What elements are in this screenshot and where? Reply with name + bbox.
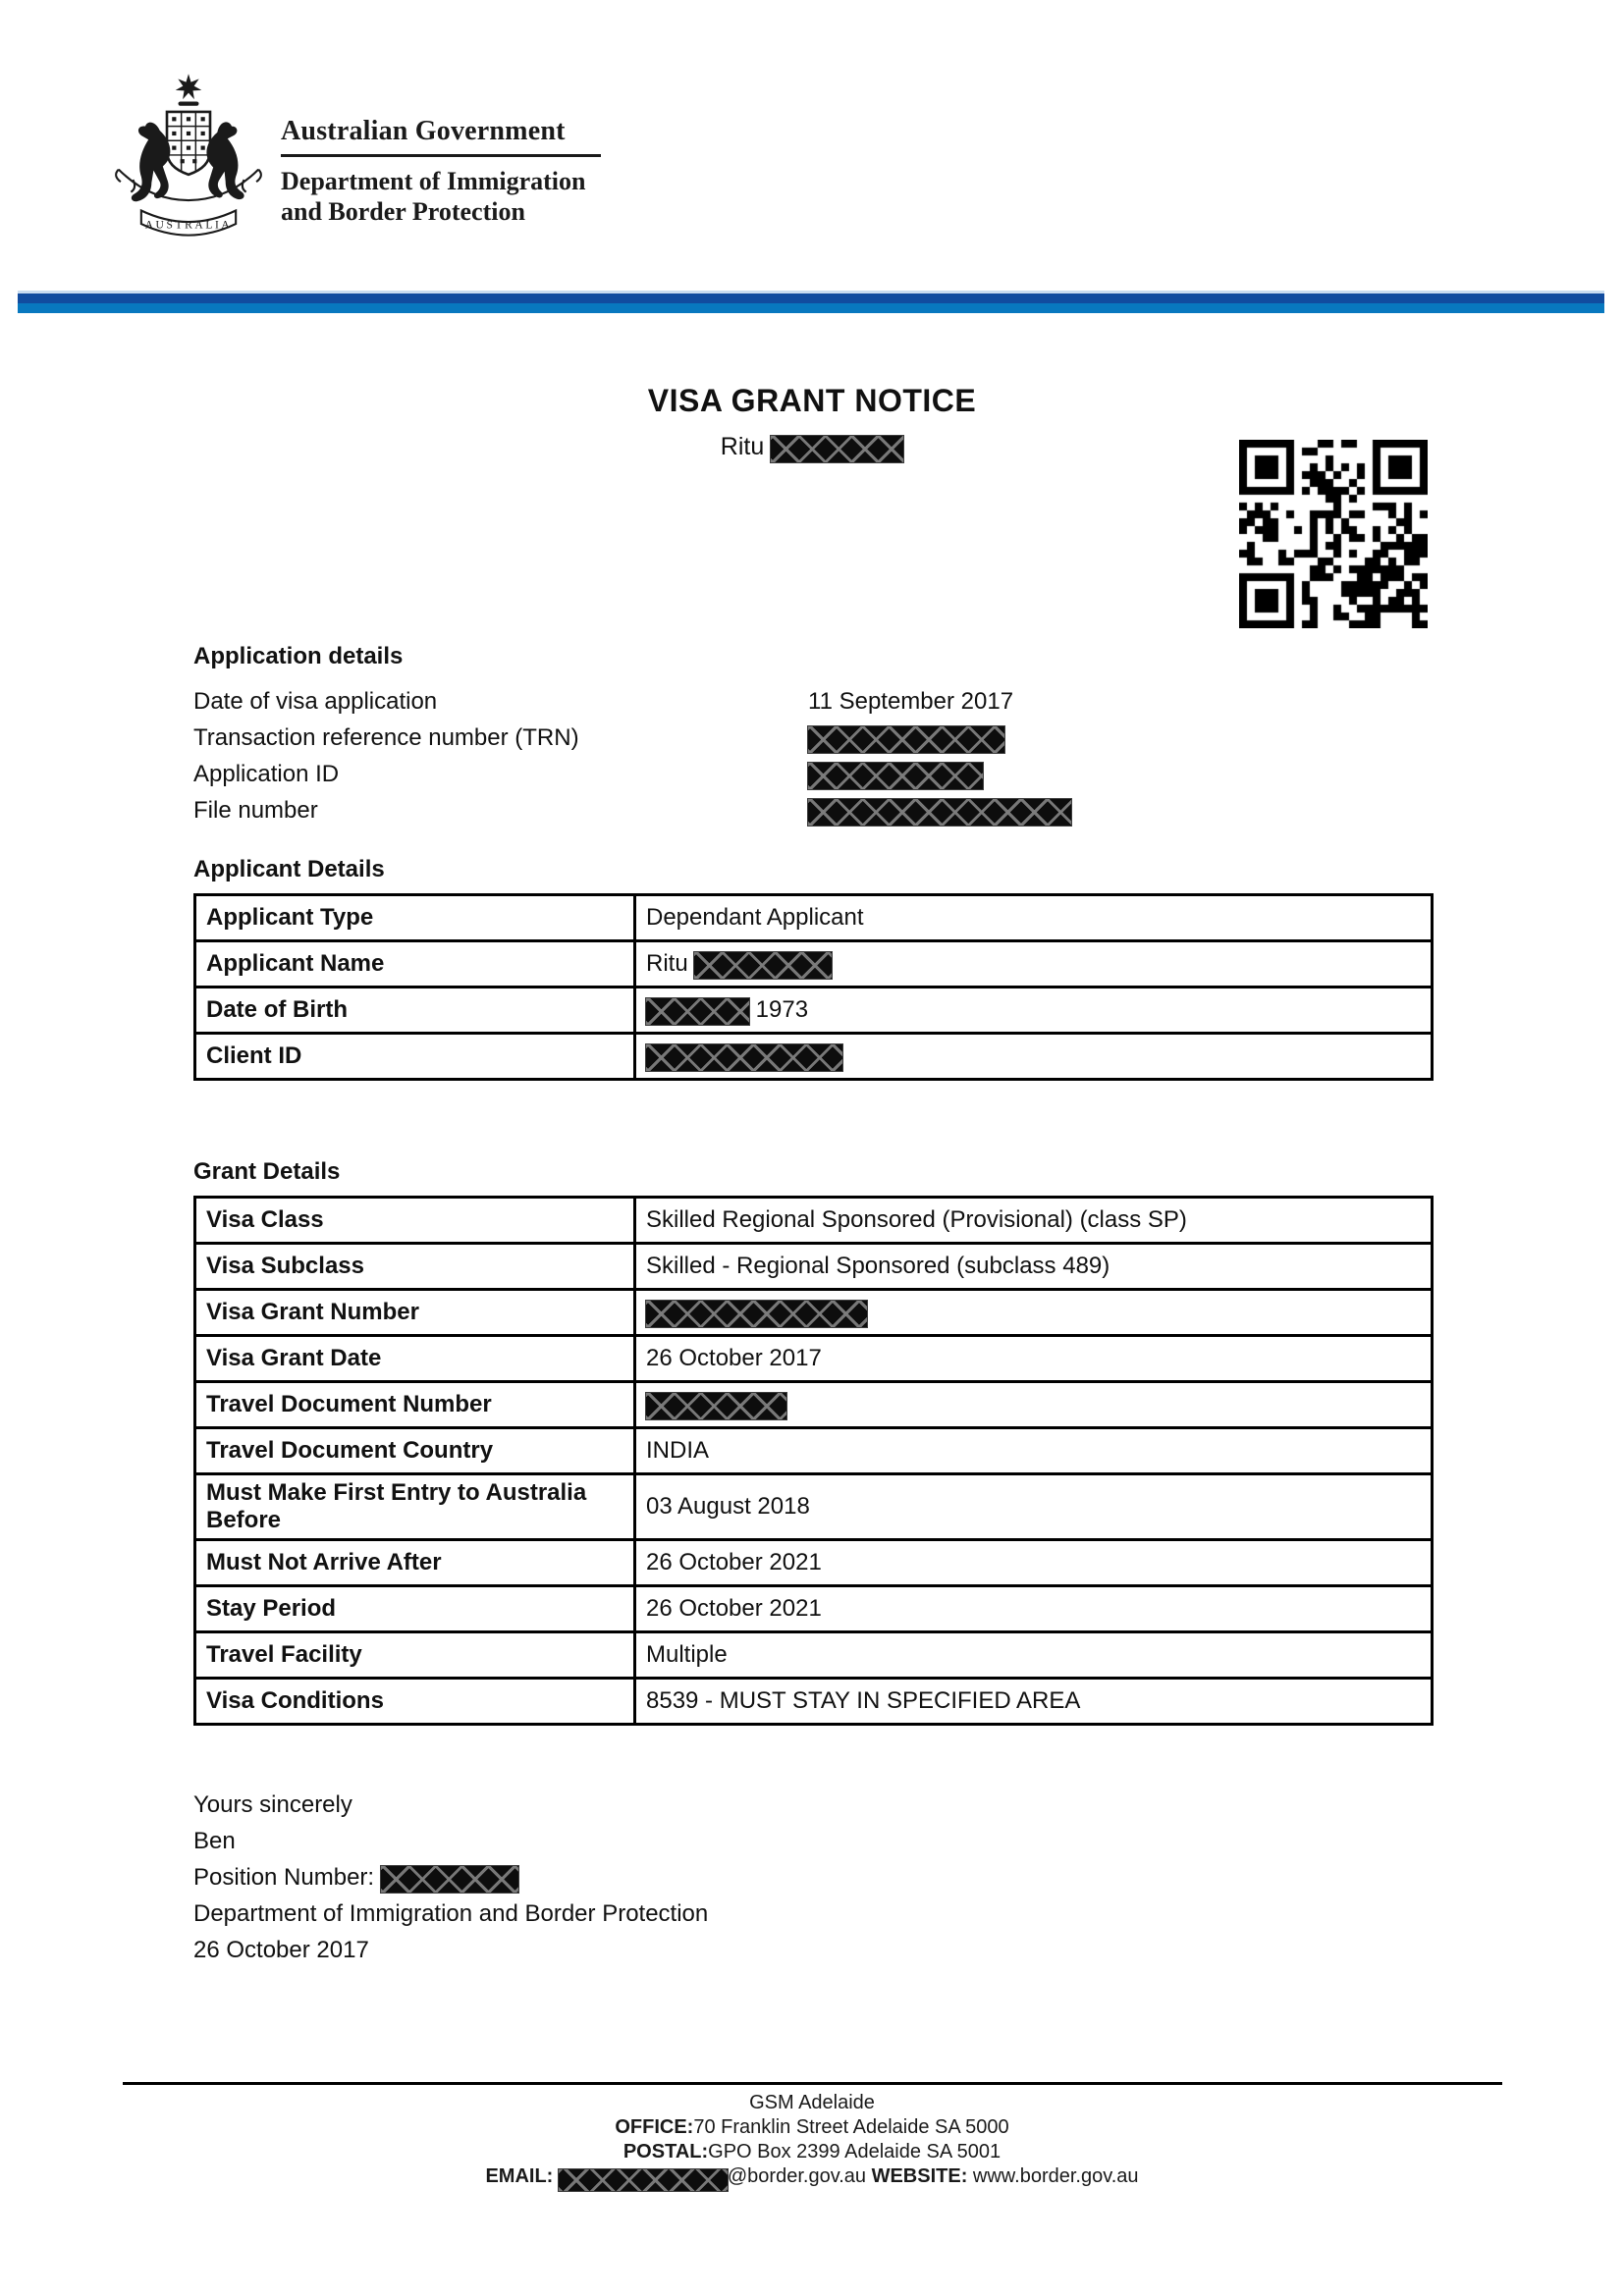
detail-row — [193, 720, 1431, 756]
footer-office-name: GSM Adelaide — [749, 2092, 875, 2113]
text-segment: 03 August 2018 — [646, 1493, 810, 1520]
table-value-cell — [635, 1428, 1433, 1474]
application-details-section — [193, 643, 1431, 828]
table-value-cell — [635, 1586, 1433, 1632]
department-line2: and Border Protection — [281, 197, 525, 226]
detail-label: Application ID — [193, 761, 340, 787]
divider-bar-dark — [18, 294, 1604, 303]
table-value-cell — [635, 1679, 1433, 1725]
table-label-cell: Travel Facility — [195, 1632, 635, 1679]
qr-code — [1239, 440, 1428, 628]
table-row — [195, 1632, 1433, 1679]
text-line — [193, 1787, 708, 1823]
text-line — [0, 2140, 1624, 2164]
table-row — [195, 1474, 1433, 1540]
table-value-cell — [635, 1198, 1433, 1244]
footer — [0, 2082, 1624, 2189]
table-label-cell: Visa Conditions — [195, 1679, 635, 1725]
text-segment: 1973 — [749, 996, 809, 1023]
text-line — [193, 1896, 708, 1932]
text-segment: Dependant Applicant — [646, 904, 864, 931]
text-segment: Ritu — [720, 433, 772, 460]
table-row — [195, 1382, 1433, 1428]
text-line — [193, 1859, 708, 1896]
wordmark-rule — [281, 154, 601, 157]
table-row — [195, 988, 1433, 1034]
table-label-cell: Date of Birth — [195, 988, 635, 1034]
text-segment: Skilled - Regional Sponsored (subclass 489) — [646, 1253, 1110, 1279]
table-label-cell: Must Make First Entry to Australia Before — [195, 1474, 635, 1540]
applicant-details-section — [193, 856, 1434, 1081]
text-segment: 26 October 2021 — [646, 1595, 822, 1622]
applicant-details-table — [193, 893, 1434, 1081]
text-segment: 8539 - MUST STAY IN SPECIFIED AREA — [646, 1687, 1081, 1714]
text-segment: Yours sincerely — [193, 1791, 352, 1818]
detail-label: Date of visa application — [193, 688, 438, 715]
text-segment: Ben — [193, 1828, 236, 1854]
text-line — [193, 1823, 708, 1859]
table-value-cell — [635, 1474, 1433, 1540]
table-row — [195, 1428, 1433, 1474]
text-segment: Skilled Regional Sponsored (Provisional) (class SP) — [646, 1206, 1187, 1233]
table-row — [195, 1540, 1433, 1586]
table-label-cell: Stay Period — [195, 1586, 635, 1632]
applicant-details-heading: Applicant Details — [193, 856, 385, 882]
text-line — [193, 1932, 708, 1968]
detail-value — [808, 792, 1431, 828]
table-label-cell: Applicant Type — [195, 895, 635, 941]
table-value-cell — [635, 1540, 1433, 1586]
table-value-cell — [635, 1290, 1433, 1336]
table-row — [195, 1034, 1433, 1080]
text-line — [0, 2164, 1624, 2189]
footer-text — [0, 2091, 1624, 2189]
redacted-value — [646, 1044, 842, 1071]
text-segment: Position Number: — [193, 1864, 381, 1891]
government-wordmark — [281, 116, 601, 227]
table-value-cell — [635, 1336, 1433, 1382]
department-line1: Department of Immigration — [281, 167, 586, 195]
redacted-value — [646, 1393, 786, 1419]
table-label-cell: Visa Grant Number — [195, 1290, 635, 1336]
table-label-cell: Travel Document Number — [195, 1382, 635, 1428]
table-label-cell: Visa Class — [195, 1198, 635, 1244]
table-row — [195, 1244, 1433, 1290]
table-label-cell: Travel Document Country — [195, 1428, 635, 1474]
table-value-cell — [635, 1382, 1433, 1428]
text-segment: 11 September 2017 — [808, 688, 1014, 715]
coat-of-arms-icon — [106, 69, 271, 243]
detail-row — [193, 756, 1431, 792]
application-details-heading: Application details — [193, 643, 404, 669]
detail-value — [808, 720, 1431, 756]
redacted-value — [646, 998, 749, 1025]
text-segment: INDIA — [646, 1437, 710, 1464]
table-row — [195, 941, 1433, 988]
text-segment: WEBSITE: — [871, 2165, 973, 2187]
grant-details-table — [193, 1196, 1434, 1726]
text-segment: Multiple — [646, 1641, 728, 1668]
text-segment: www.border.gov.au — [972, 2165, 1139, 2187]
redacted-value — [808, 763, 983, 789]
table-value-cell — [635, 941, 1433, 988]
department-name — [281, 166, 601, 227]
table-row — [195, 1198, 1433, 1244]
header-logo — [106, 69, 271, 248]
redacted-value — [771, 436, 903, 462]
table-row — [195, 1679, 1433, 1725]
table-value-cell — [635, 988, 1433, 1034]
detail-value — [808, 683, 1431, 720]
table-value-cell — [635, 1034, 1433, 1080]
text-line — [0, 2115, 1624, 2140]
page-title: VISA GRANT NOTICE — [647, 383, 977, 418]
table-value-cell — [635, 1244, 1433, 1290]
text-segment: Department of Immigration and Border Protection — [193, 1900, 709, 1927]
table-label-cell: Visa Grant Date — [195, 1336, 635, 1382]
text-segment: 26 October 2017 — [646, 1345, 822, 1371]
table-label-cell: Client ID — [195, 1034, 635, 1080]
redacted-value — [808, 726, 1004, 753]
redacted-value — [808, 799, 1071, 826]
detail-label: Transaction reference number (TRN) — [193, 724, 579, 751]
text-segment: @border.gov.au — [727, 2165, 872, 2187]
text-segment: 26 October 2021 — [646, 1549, 822, 1575]
grant-details-heading: Grant Details — [193, 1158, 341, 1185]
table-label-cell: Must Not Arrive After — [195, 1540, 635, 1586]
detail-value — [808, 756, 1431, 792]
text-segment: EMAIL: — [485, 2165, 559, 2187]
text-segment: 26 October 2017 — [193, 1937, 369, 1963]
detail-row — [193, 683, 1431, 720]
table-value-cell — [635, 1632, 1433, 1679]
application-details-rows — [193, 683, 1431, 828]
crest-banner-text: AUSTRALIA — [144, 219, 233, 232]
redacted-value — [694, 952, 832, 979]
footer-lines — [0, 2115, 1624, 2189]
table-row — [195, 1586, 1433, 1632]
table-value-cell — [635, 895, 1433, 941]
redacted-value — [646, 1301, 867, 1327]
text-segment: Ritu — [646, 950, 695, 977]
divider-bar — [18, 291, 1604, 313]
divider-bar-light — [18, 303, 1604, 313]
table-label-cell: Applicant Name — [195, 941, 635, 988]
footer-rule — [123, 2082, 1502, 2085]
table-row — [195, 1290, 1433, 1336]
detail-label: File number — [193, 797, 318, 824]
detail-row — [193, 792, 1431, 828]
signoff-block — [193, 1787, 708, 1968]
table-label-cell: Visa Subclass — [195, 1244, 635, 1290]
government-name: Australian Government — [281, 116, 566, 146]
grant-details-section — [193, 1158, 1434, 1726]
redacted-value — [381, 1866, 518, 1893]
table-row — [195, 1336, 1433, 1382]
text-segment: 70 Franklin Street Adelaide SA 5000 — [693, 2116, 1009, 2138]
text-segment: POSTAL: — [623, 2141, 709, 2163]
redacted-value — [559, 2169, 728, 2191]
table-row — [195, 895, 1433, 941]
text-segment: OFFICE: — [615, 2116, 694, 2138]
text-segment: GPO Box 2399 Adelaide SA 5001 — [708, 2141, 1001, 2163]
